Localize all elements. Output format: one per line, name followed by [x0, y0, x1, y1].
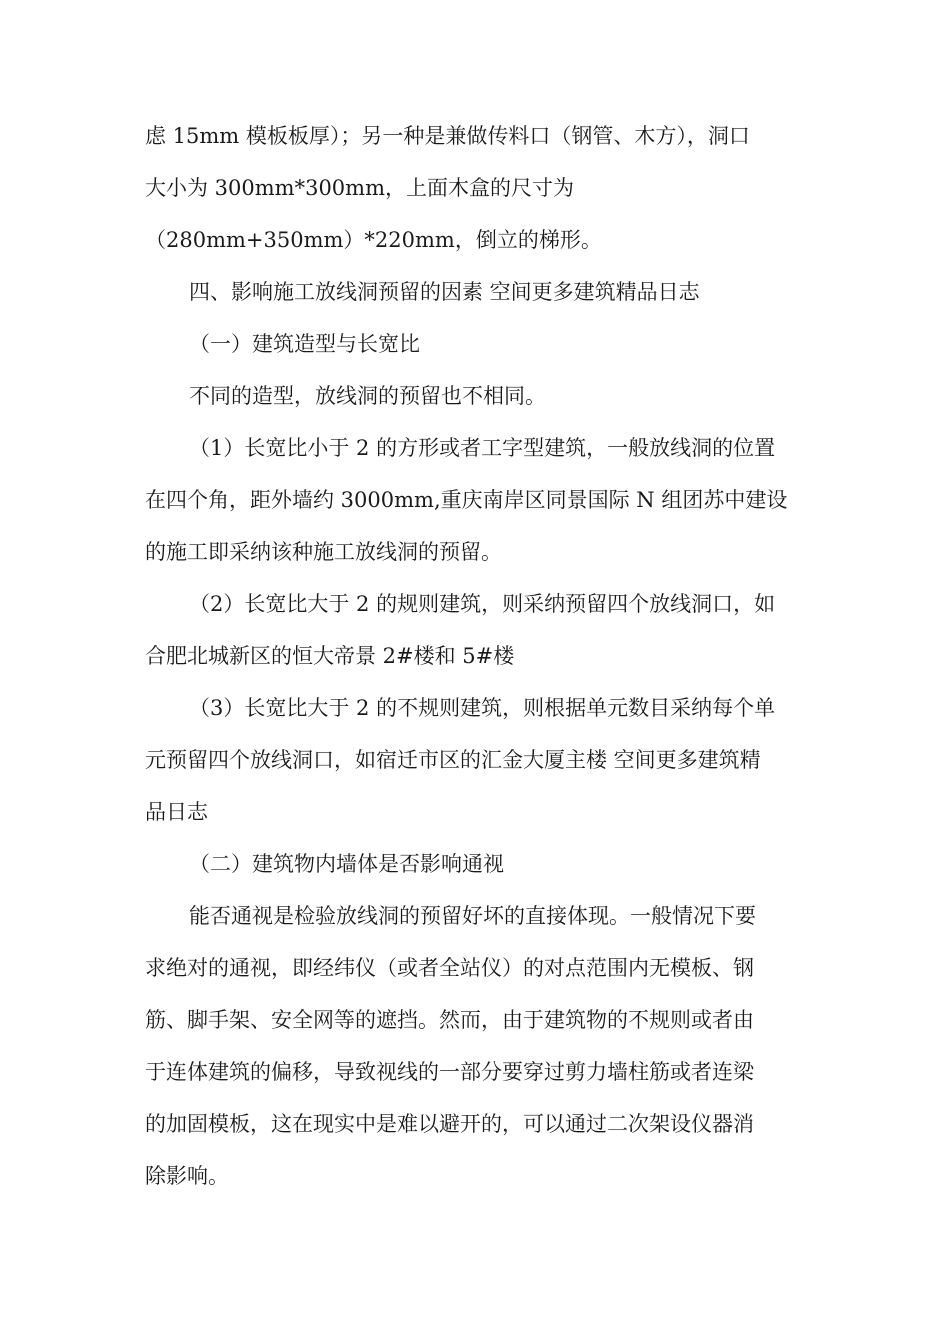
text-line: 于连体建筑的偏移，导致视线的一部分要穿过剪力墙柱筋或者连梁 [145, 1060, 754, 1084]
text-line: 的加固模板，这在现实中是难以避开的，可以通过二次架设仪器消 [145, 1112, 754, 1136]
text-line: 品日志 [145, 800, 208, 824]
text-line: 合肥北城新区的恒大帝景 2#楼和 5#楼 [145, 644, 515, 668]
text-line: 求绝对的通视，即经纬仪（或者全站仪）的对点范围内无模板、钢 [145, 956, 754, 980]
list-item-start: （1）长宽比小于 2 的方形或者工字型建筑，一般放线洞的位置 [189, 436, 776, 460]
text-line: 元预留四个放线洞口，如宿迁市区的汇金大厦主楼 空间更多建筑精 [145, 748, 761, 772]
list-item-start: （3）长宽比大于 2 的不规则建筑，则根据单元数目采纳每个单 [189, 696, 776, 720]
text-line: 筋、脚手架、安全网等的遮挡。然而，由于建筑物的不规则或者由 [145, 1008, 754, 1032]
document-body [145, 110, 810, 1202]
paragraph-start: 能否通视是检验放线洞的预留好坏的直接体现。一般情况下要 [189, 904, 756, 928]
section-heading: 四、影响施工放线洞预留的因素 空间更多建筑精品日志 [189, 280, 700, 304]
subsection-heading: （二）建筑物内墙体是否影响通视 [189, 852, 504, 876]
list-item-start: （2）长宽比大于 2 的规则建筑，则采纳预留四个放线洞口，如 [189, 592, 776, 616]
text-line: 大小为 300mm*300mm，上面木盒的尺寸为 [145, 176, 574, 200]
text-line: （280mm+350mm）*220mm，倒立的梯形。 [145, 228, 602, 252]
subsection-heading: （一）建筑造型与长宽比 [189, 332, 420, 356]
text-line: 除影响。 [145, 1164, 229, 1188]
text-line: 虑 15mm 模板板厚）；另一种是兼做传料口（钢管、木方），洞口 [145, 124, 750, 148]
text-line: 的施工即采纳该种施工放线洞的预留。 [145, 540, 502, 564]
text-line: 在四个角，距外墙约 3000mm,重庆南岸区同景国际 N 组团苏中建设 [145, 488, 788, 512]
text-line: 不同的造型，放线洞的预留也不相同。 [189, 384, 546, 408]
